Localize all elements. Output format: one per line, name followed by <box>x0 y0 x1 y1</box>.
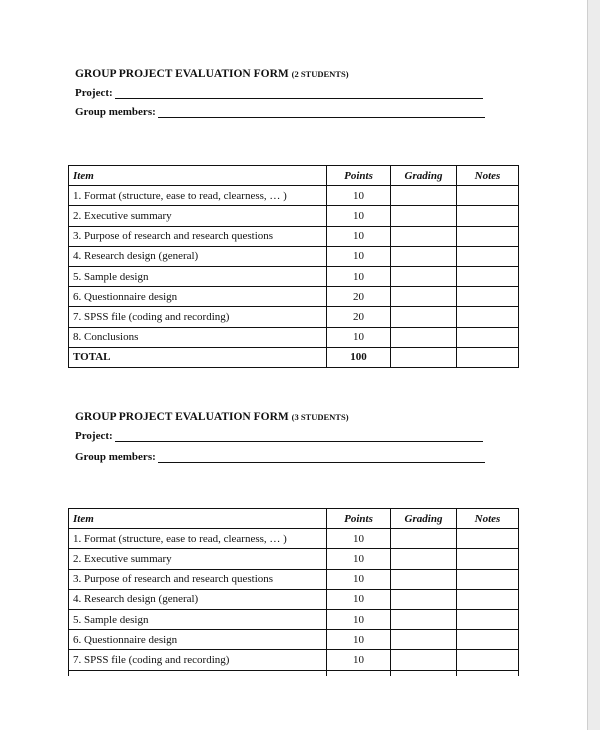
points-cell: 10 <box>327 609 391 629</box>
item-cell: 8. Conclusions <box>69 327 327 347</box>
form-title <box>75 411 349 423</box>
notes-cell[interactable] <box>457 327 519 347</box>
table-header-row <box>69 166 519 186</box>
evaluation-table <box>68 165 519 368</box>
project-blank-line[interactable] <box>115 432 483 442</box>
points-cell: 10 <box>327 630 391 650</box>
points-cell: 10 <box>327 266 391 286</box>
grading-cell[interactable] <box>391 186 457 206</box>
points-cell: 10 <box>327 226 391 246</box>
notes-cell[interactable] <box>457 266 519 286</box>
group-members-label: Group members: <box>75 451 156 463</box>
points-cell: 10 <box>327 327 391 347</box>
points-cell: 10 <box>327 206 391 226</box>
notes-cell[interactable] <box>457 569 519 589</box>
notes-cell[interactable] <box>457 307 519 327</box>
table-header-row <box>69 509 519 529</box>
points-cell: 10 <box>327 589 391 609</box>
notes-cell[interactable] <box>457 186 519 206</box>
evaluation-table <box>68 508 519 691</box>
grading-cell[interactable] <box>391 327 457 347</box>
notes-cell[interactable] <box>457 549 519 569</box>
group-members-blank-line[interactable] <box>158 453 485 463</box>
points-cell: 10 <box>327 186 391 206</box>
item-cell: 5. Sample design <box>69 266 327 286</box>
points-cell: 10 <box>327 529 391 549</box>
form-subtitle: (2 STUDENTS) <box>291 69 349 79</box>
total-notes-cell[interactable] <box>457 347 519 367</box>
item-cell: 7. SPSS file (coding and recording) <box>69 650 327 670</box>
notes-cell[interactable] <box>457 650 519 670</box>
table-row <box>69 529 519 549</box>
item-cell: 2. Executive summary <box>69 206 327 226</box>
item-cell: 5. Sample design <box>69 609 327 629</box>
item-cell: 3. Purpose of research and research questions <box>69 226 327 246</box>
table-row <box>69 327 519 347</box>
notes-cell[interactable] <box>457 206 519 226</box>
project-label: Project: <box>75 430 113 442</box>
header-notes: Notes <box>457 166 519 186</box>
total-row <box>69 347 519 367</box>
notes-cell[interactable] <box>457 529 519 549</box>
grading-cell[interactable] <box>391 246 457 266</box>
grading-cell[interactable] <box>391 549 457 569</box>
total-label: TOTAL <box>69 347 327 367</box>
item-cell: 2. Executive summary <box>69 549 327 569</box>
table-row <box>69 206 519 226</box>
header-grading: Grading <box>391 509 457 529</box>
grading-cell[interactable] <box>391 307 457 327</box>
table-row <box>69 549 519 569</box>
group-members-field[interactable] <box>75 106 485 118</box>
form-title-text: GROUP PROJECT EVALUATION FORM <box>75 411 289 423</box>
table-row <box>69 650 519 670</box>
grading-cell[interactable] <box>391 589 457 609</box>
table-row <box>69 630 519 650</box>
header-item: Item <box>69 509 327 529</box>
item-cell: 6. Questionnaire design <box>69 287 327 307</box>
grading-cell[interactable] <box>391 206 457 226</box>
header-grading: Grading <box>391 166 457 186</box>
notes-cell[interactable] <box>457 630 519 650</box>
points-cell: 20 <box>327 287 391 307</box>
header-points: Points <box>327 509 391 529</box>
group-members-blank-line[interactable] <box>158 108 485 118</box>
item-cell: 3. Purpose of research and research questions <box>69 569 327 589</box>
grading-cell[interactable] <box>391 630 457 650</box>
grading-cell[interactable] <box>391 650 457 670</box>
item-cell: 1. Format (structure, ease to read, clearness, … ) <box>69 186 327 206</box>
table-row <box>69 307 519 327</box>
grading-cell[interactable] <box>391 569 457 589</box>
grading-cell[interactable] <box>391 226 457 246</box>
table-row <box>69 287 519 307</box>
item-cell: 1. Format (structure, ease to read, clearness, … ) <box>69 529 327 549</box>
grading-cell[interactable] <box>391 529 457 549</box>
notes-cell[interactable] <box>457 246 519 266</box>
item-cell: 4. Research design (general) <box>69 246 327 266</box>
form-title <box>75 68 349 80</box>
points-cell: 20 <box>327 307 391 327</box>
notes-cell[interactable] <box>457 226 519 246</box>
item-cell: 6. Questionnaire design <box>69 630 327 650</box>
form-title-text: GROUP PROJECT EVALUATION FORM <box>75 68 289 80</box>
project-label: Project: <box>75 87 113 99</box>
points-cell: 10 <box>327 246 391 266</box>
notes-cell[interactable] <box>457 609 519 629</box>
page-crop-edge <box>0 676 587 730</box>
project-field[interactable] <box>75 87 483 99</box>
table-row <box>69 246 519 266</box>
header-notes: Notes <box>457 509 519 529</box>
total-grading-cell[interactable] <box>391 347 457 367</box>
table-row <box>69 589 519 609</box>
grading-cell[interactable] <box>391 609 457 629</box>
table-row <box>69 569 519 589</box>
table-row <box>69 609 519 629</box>
header-points: Points <box>327 166 391 186</box>
item-cell: 7. SPSS file (coding and recording) <box>69 307 327 327</box>
table-row <box>69 186 519 206</box>
grading-cell[interactable] <box>391 266 457 286</box>
group-members-label: Group members: <box>75 106 156 118</box>
points-cell: 10 <box>327 549 391 569</box>
group-members-field[interactable] <box>75 451 485 463</box>
project-field[interactable] <box>75 430 483 442</box>
item-cell: 4. Research design (general) <box>69 589 327 609</box>
table-row <box>69 226 519 246</box>
header-item: Item <box>69 166 327 186</box>
points-cell: 10 <box>327 650 391 670</box>
points-cell: 10 <box>327 569 391 589</box>
notes-cell[interactable] <box>457 589 519 609</box>
grading-cell[interactable] <box>391 287 457 307</box>
total-points: 100 <box>327 347 391 367</box>
project-blank-line[interactable] <box>115 89 483 99</box>
table-row <box>69 266 519 286</box>
notes-cell[interactable] <box>457 287 519 307</box>
form-subtitle: (3 STUDENTS) <box>291 412 349 422</box>
